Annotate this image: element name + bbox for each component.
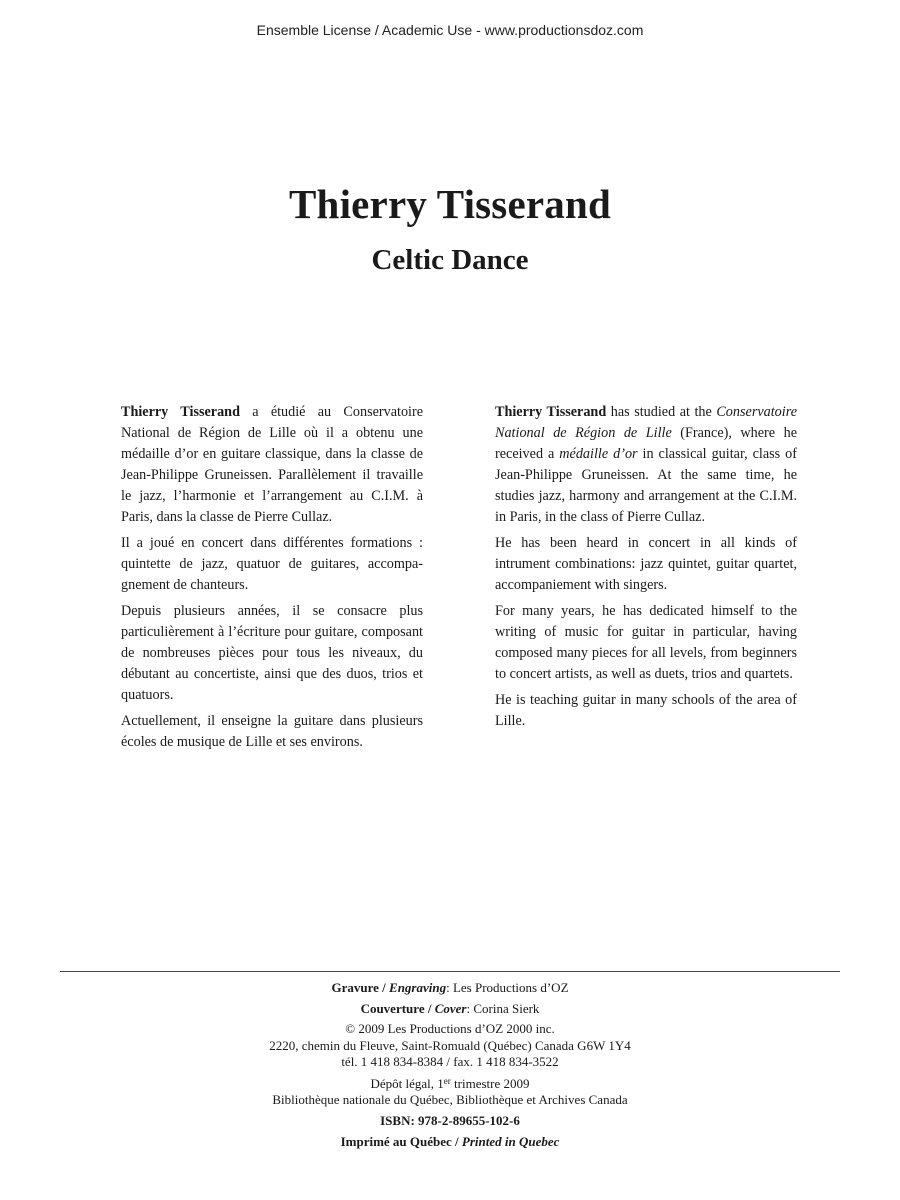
bio-en-p1-c: in classical guitar, class of Jean-Philippe Gruneissen. At the same time, he studies jazz, harmony and arrangement at the C.I.M. in Paris, in the class of Pierre Cullaz. — [495, 446, 797, 525]
bio-en-paragraph-1 — [495, 402, 797, 528]
address-line: 2220, chemin du Fleuve, Saint-Romuald (Québec) Canada G6W 1Y4 — [269, 1037, 631, 1053]
engraving-credit — [0, 980, 900, 997]
footer-divider — [60, 971, 840, 972]
library-line: Bibliothèque nationale du Québec, Bibliothèque et Archives Canada — [272, 1092, 628, 1107]
engraving-value: : Les Productions d’OZ — [446, 980, 569, 995]
bio-en-conservatoire: Conservatoire National de Région de Lille — [495, 404, 797, 441]
isbn-value: ISBN: 978-2-89655-102-6 — [380, 1112, 520, 1128]
cover-label-fr: Couverture — [360, 1000, 425, 1016]
bio-fr-p1-text: a étudié au Conservatoire National de Région de Lille où il a obtenu une médaille d’or en guitare classique, dans la classe de Jean-Philippe Gruneissen. Parallèlement il travaille le jazz, l’harmonie et l’arrangement au C.I.M. à Paris, dans la classe de Pierre Cullaz. — [121, 404, 424, 525]
colophon — [0, 980, 900, 1151]
cover-label-en: Cover — [434, 1000, 467, 1016]
bio-en-medal: médaille d’or — [559, 446, 638, 462]
composer-name: Thierry Tisserand — [289, 181, 611, 227]
printed-label-en: Printed in Quebec — [461, 1134, 560, 1149]
cover-separator: / — [424, 1000, 435, 1016]
license-header: Ensemble License / Academic Use - www.productionsdoz.com — [256, 22, 644, 38]
printed-separator: / — [451, 1134, 462, 1149]
piece-title: Celtic Dance — [371, 244, 529, 276]
bio-en-paragraph-4: He is teaching guitar in many schools of the area of Lille. — [495, 692, 797, 729]
engraving-label-en: Engraving — [389, 980, 447, 995]
bio-fr-name: Thierry Tisserand — [121, 404, 240, 420]
bio-fr-paragraph-2: Il a joué en concert dans différentes formations : quintette de jazz, quatuor de guitares, accompagnement de chanteurs. — [121, 535, 423, 593]
bio-fr-paragraph-3: Depuis plusieurs années, il se consacre plus particulièrement à l’écriture pour guitare, composant de nombreuses pièces pour tous les niveaux, du débutant au concertiste, ainsi que des duos, trios et quatuors. — [121, 603, 423, 703]
cover-value: : Corina Sierk — [466, 1000, 540, 1016]
biography-english — [495, 402, 797, 737]
bio-en-paragraph-3: For many years, he has dedicated himself to the writing of music for guitar in particular, having composed many pieces for all levels, from beginners to concert artists, as well as duets, trios and quartets. — [495, 603, 797, 682]
depot-superscript: er — [443, 1075, 451, 1086]
depot-text-a: Dépôt légal, 1 — [370, 1075, 444, 1091]
bio-en-name: Thierry Tisserand — [495, 404, 607, 420]
bio-en-paragraph-2: He has been heard in concert in all kinds of intrument combinations: jazz quintet, guitar quartet, accompaniement with singers. — [495, 535, 797, 593]
bio-fr-paragraph-4: Actuellement, il enseigne la guitare dans plusieurs écoles de musique de Lille et ses environs. — [121, 713, 423, 750]
cover-credit — [0, 1001, 900, 1018]
engraving-label-fr: Gravure — [331, 980, 379, 995]
phone-line: tél. 1 418 834-8384 / fax. 1 418 834-3522 — [341, 1054, 559, 1069]
engraving-separator: / — [378, 980, 390, 995]
copyright-line: © 2009 Les Productions d’OZ 2000 inc. — [345, 1021, 555, 1036]
bio-en-p1-b: (France), where he received a — [495, 425, 797, 462]
biography-french — [121, 402, 423, 758]
printed-line — [0, 1134, 900, 1151]
printed-label-fr: Imprimé au Québec — [340, 1134, 452, 1149]
legal-deposit-line — [0, 1076, 900, 1093]
isbn-line — [0, 1113, 900, 1130]
bio-en-p1-a: has studied at the — [606, 404, 717, 420]
bio-fr-paragraph-1 — [121, 402, 423, 528]
depot-text-b: trimestre 2009 — [450, 1075, 530, 1091]
